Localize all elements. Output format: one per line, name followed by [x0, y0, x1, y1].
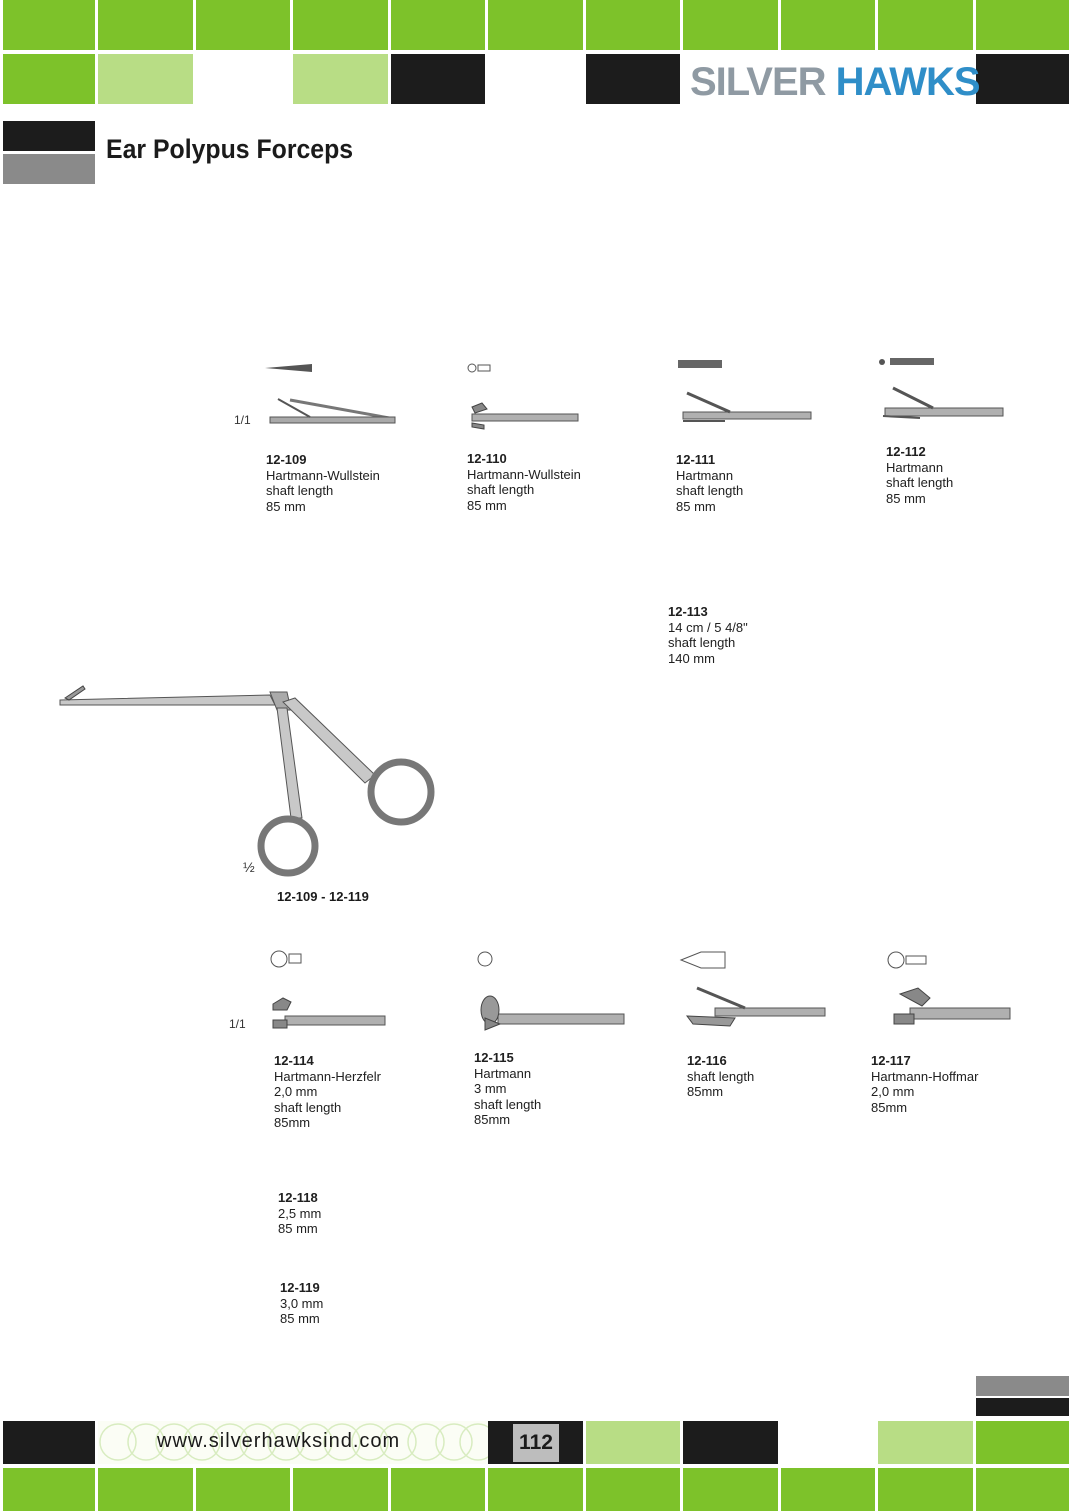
header-block: [781, 0, 875, 50]
product-12-113: 12-113 14 cm / 5 4/8" shaft length 140 mm: [668, 604, 748, 666]
instrument-tip-12-111-image: [675, 355, 815, 435]
product-12-114: 12-114 Hartmann-Herzfelr 2,0 mm shaft length 85mm: [274, 1053, 381, 1131]
header-block: [3, 54, 95, 104]
scale-label: 1/1: [234, 413, 251, 427]
page-title: Ear Polypus Forceps: [106, 134, 354, 164]
instrument-tip-12-116-image: [675, 948, 830, 1036]
footer-block: [196, 1468, 290, 1511]
footer-block: [391, 1468, 485, 1511]
footer-block: [976, 1421, 1069, 1464]
footer-block: [488, 1468, 583, 1511]
header-block: [293, 0, 388, 50]
header-block: [878, 0, 973, 50]
product-12-111: 12-111 Hartmann shaft length 85 mm: [676, 452, 744, 514]
instrument-tip-12-117-image: [880, 948, 1015, 1036]
header-block: [98, 0, 193, 50]
title-block: [3, 121, 95, 151]
title-block: [3, 154, 95, 184]
footer-block: [976, 1376, 1069, 1396]
product-12-112: 12-112 Hartmann shaft length 85 mm: [886, 444, 954, 506]
header-block: [976, 54, 1069, 104]
scale-label: ½: [243, 859, 255, 875]
footer-block: [586, 1421, 680, 1464]
product-12-116: 12-116 shaft length 85mm: [687, 1053, 755, 1100]
product-12-118: 12-118 2,5 mm 85 mm: [278, 1190, 322, 1237]
footer-block: [976, 1398, 1069, 1416]
product-12-109: 12-109 Hartmann-Wullstein shaft length 85 mm: [266, 452, 380, 514]
footer-block: [878, 1421, 973, 1464]
scale-label: 1/1: [229, 1017, 246, 1031]
product-12-115: 12-115 Hartmann 3 mm shaft length 85mm: [474, 1050, 542, 1128]
header-block: [683, 0, 778, 50]
footer-block: [781, 1468, 875, 1511]
page-number: 112: [513, 1424, 559, 1462]
header-block: [586, 54, 680, 104]
product-12-110: 12-110 Hartmann-Wullstein shaft length 85 mm: [467, 451, 581, 513]
header-block: [3, 0, 95, 50]
brand-logo: SILVER HAWKS: [690, 60, 980, 104]
footer-block: [586, 1468, 680, 1511]
instrument-tip-12-114-image: [265, 948, 390, 1036]
instrument-tip-12-115-image: [470, 948, 630, 1036]
header-block: [586, 0, 680, 50]
header-block: [196, 0, 290, 50]
instrument-tip-12-112-image: [875, 352, 1010, 432]
footer-block: [3, 1468, 95, 1511]
footer-block: [3, 1421, 95, 1464]
range-label: 12-109 - 12-119: [277, 889, 369, 904]
footer-block: [878, 1468, 973, 1511]
header-block: [98, 54, 193, 104]
instrument-tip-12-109-image: [260, 355, 410, 435]
header-block: [976, 0, 1069, 50]
footer-block: [683, 1468, 778, 1511]
ear-forceps-image: [55, 680, 445, 880]
instrument-tip-12-110-image: [462, 355, 592, 435]
header-block: [293, 54, 388, 104]
footer-block: [976, 1468, 1069, 1511]
header-block: [391, 0, 485, 50]
footer-block: [683, 1421, 778, 1464]
product-12-119: 12-119 3,0 mm 85 mm: [280, 1280, 324, 1327]
footer-block: [293, 1468, 388, 1511]
website-link[interactable]: www.silverhawksind.com: [157, 1430, 401, 1452]
footer-block: [98, 1468, 193, 1511]
product-12-117: 12-117 Hartmann-Hoffmar 2,0 mm 85mm: [871, 1053, 979, 1115]
header-block: [488, 0, 583, 50]
header-block: [391, 54, 485, 104]
